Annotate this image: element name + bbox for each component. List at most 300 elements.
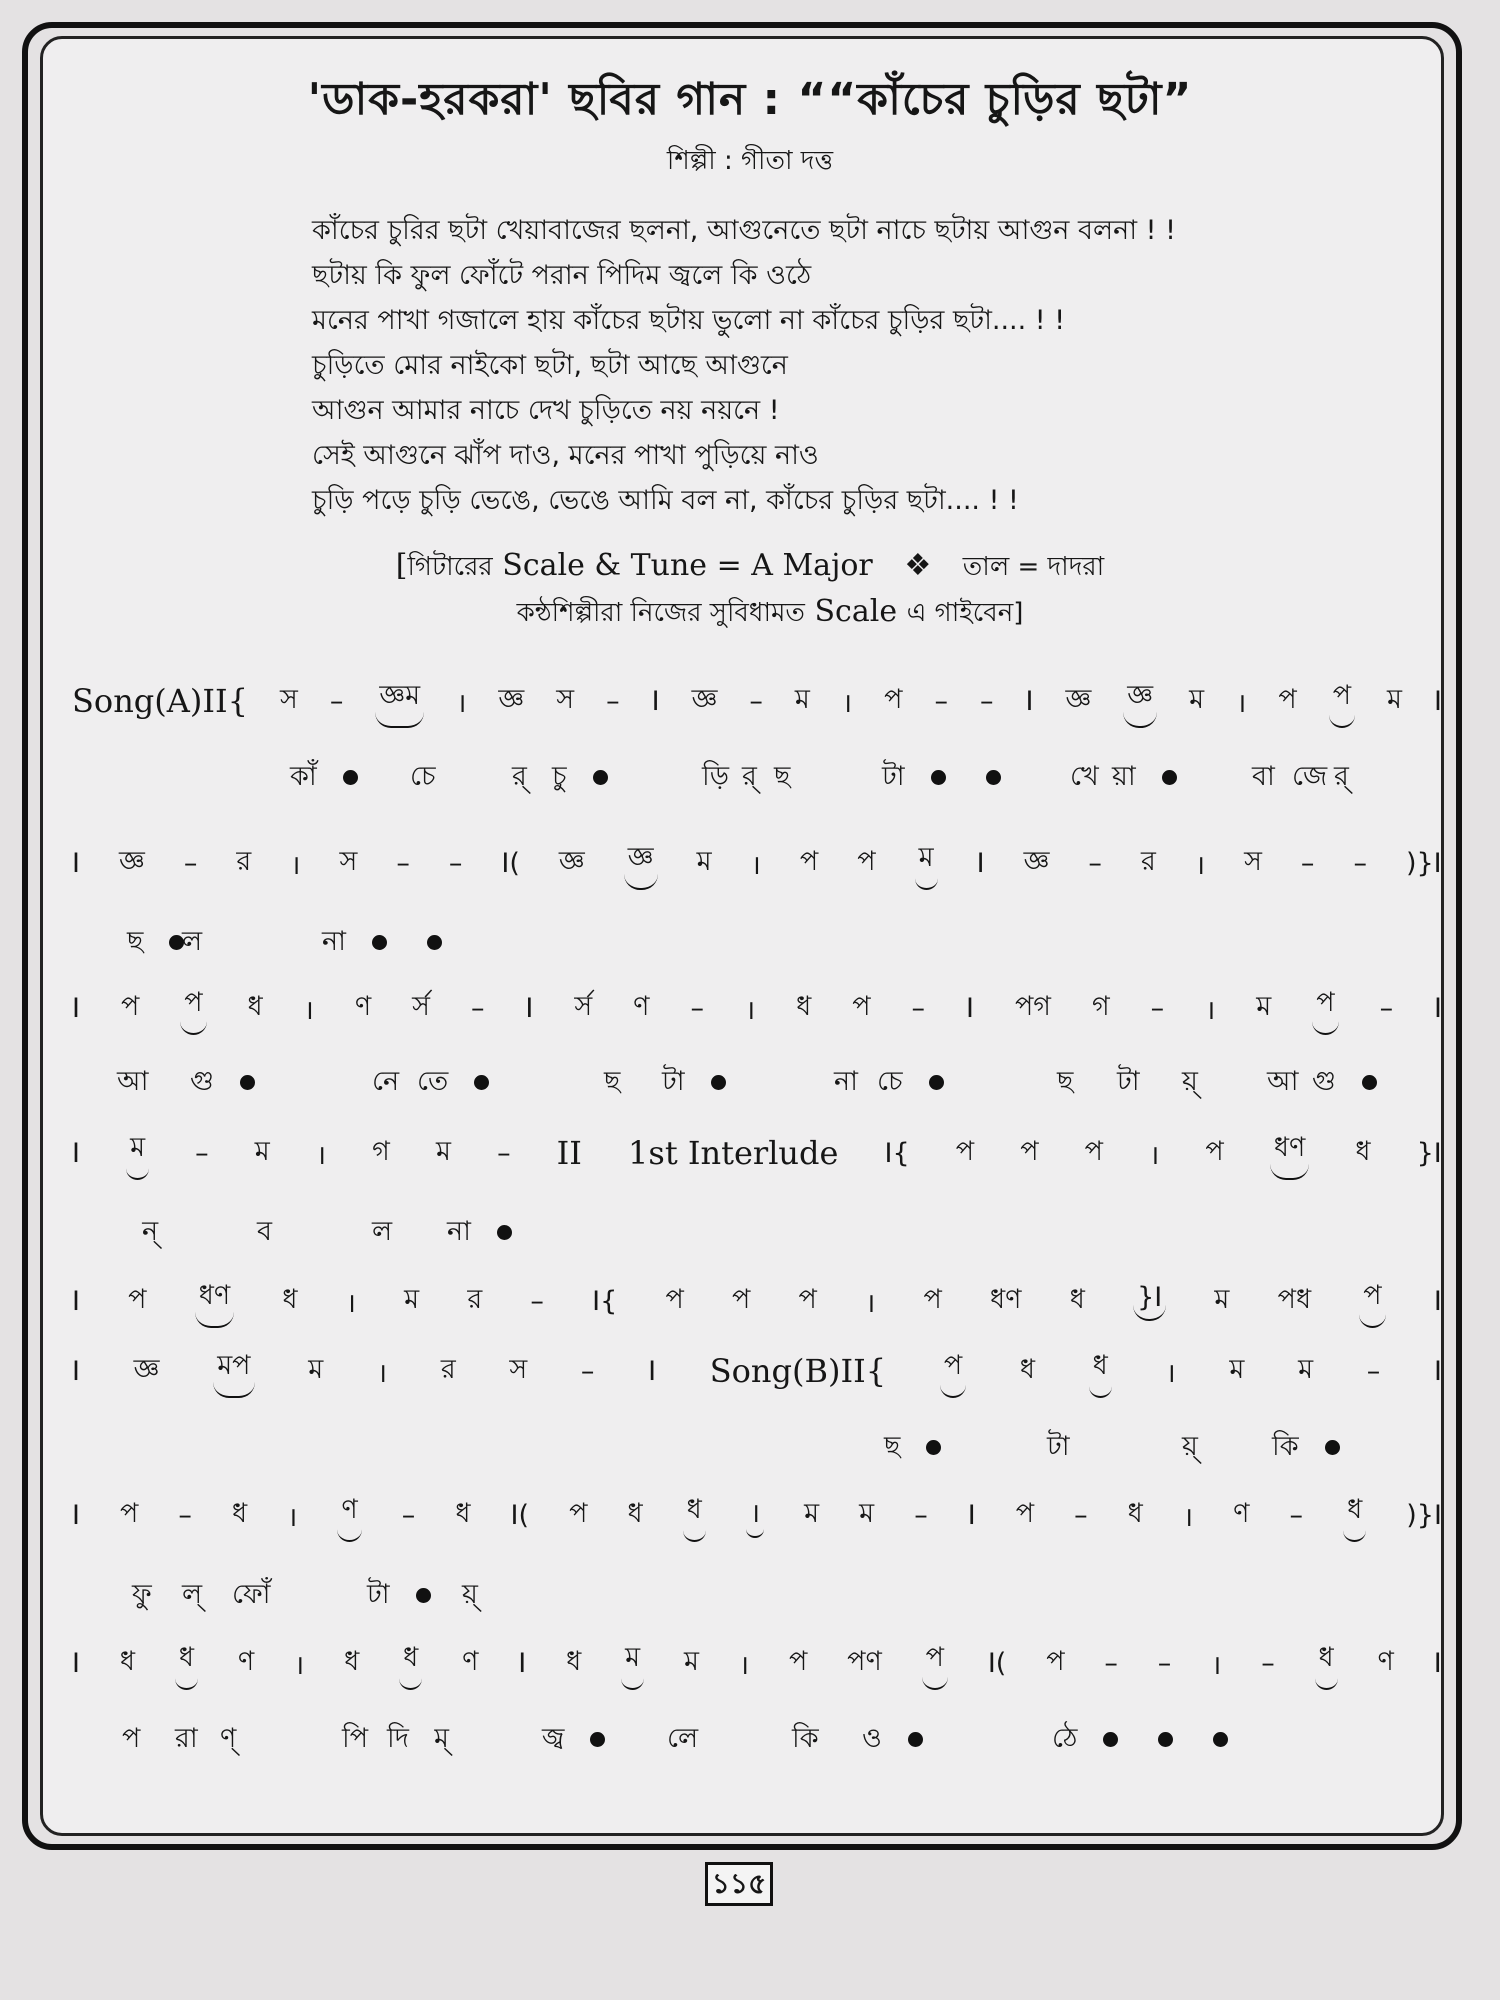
- note-token: ধ: [344, 1645, 360, 1677]
- guitar-label: গিটারের: [407, 552, 493, 582]
- note-token: –: [1157, 1647, 1172, 1679]
- lyrics-block: [312, 208, 1432, 523]
- note-token: ম: [621, 1637, 644, 1690]
- note-token: প: [120, 990, 140, 1022]
- notation-row: [72, 840, 1442, 886]
- note-token: –: [1300, 847, 1315, 879]
- note-token: I: [518, 1647, 527, 1679]
- note-token: পণ: [847, 1645, 882, 1677]
- lyric-syllable: চু: [552, 761, 567, 792]
- lyric-syllable: র্: [1334, 761, 1349, 792]
- lyric-syllable-group: [190, 1061, 261, 1106]
- lyric-syllable-group: [1052, 1718, 1234, 1763]
- note-token: –: [1289, 1499, 1304, 1531]
- note-token: –: [401, 1499, 416, 1531]
- note-token: ণ: [237, 1645, 255, 1677]
- sustain-dot-icon: [908, 1732, 923, 1747]
- note-token: ।: [1182, 1501, 1194, 1533]
- note-token: I: [525, 992, 534, 1024]
- note-token: প: [1046, 1645, 1065, 1677]
- lyric-syllable: ল: [182, 926, 203, 957]
- note-token: –: [329, 685, 344, 717]
- lyric-syllable-group: [1252, 756, 1275, 801]
- note-token: ধ: [1343, 1489, 1366, 1542]
- lyric-syllable: না: [322, 926, 346, 957]
- note-token: I: [72, 992, 80, 1024]
- note-token: I(: [501, 847, 520, 879]
- lyric-syllable-group: [1182, 1426, 1198, 1471]
- lyric-syllable-group: [552, 756, 614, 801]
- note-token: ধ: [1069, 1283, 1085, 1315]
- lyric-syllable-group: [322, 921, 448, 966]
- lyric-syllable: না: [834, 1066, 858, 1097]
- note-token: ম: [1256, 990, 1272, 1022]
- lyric-syllable: তে: [417, 1066, 449, 1097]
- notation-row: [72, 1130, 1442, 1176]
- lyric-syllable: ফু: [132, 1579, 152, 1610]
- note-token: ধ: [1089, 1345, 1112, 1398]
- note-token: প: [128, 1283, 147, 1315]
- sustain-dot-icon: [497, 1225, 512, 1240]
- note-token: ধ: [231, 1497, 248, 1529]
- lyric-syllable-group: [367, 1574, 437, 1619]
- note-token: ম: [794, 683, 810, 715]
- note-token: ম: [308, 1353, 324, 1385]
- artist-credit: শিল্পী : গীতা দত্ত: [666, 146, 834, 176]
- sustain-dot-icon: [343, 770, 358, 785]
- note-token: ম: [404, 1283, 420, 1315]
- note-token: –: [1261, 1647, 1275, 1679]
- lyric-syllable: টা: [1047, 1431, 1070, 1462]
- note-token: –: [911, 992, 926, 1024]
- note-token: ধ: [683, 1489, 706, 1542]
- note-token: ধণ: [195, 1275, 234, 1328]
- note-token: প: [922, 1637, 948, 1690]
- note-token: ধ: [247, 990, 263, 1022]
- lyric-syllable-group: [742, 756, 757, 801]
- lyric-syllable: রা: [175, 1723, 198, 1754]
- lyric-syllable-group: [1117, 1061, 1140, 1106]
- note-token: প: [665, 1283, 684, 1315]
- note-token: ম: [435, 1135, 451, 1167]
- lyric-syllable-group: [882, 756, 1007, 801]
- sustain-dot-icon: [926, 1440, 941, 1455]
- notation-lyric-row: [72, 1205, 1442, 1251]
- note-token: I: [72, 1355, 80, 1387]
- note-token: প: [955, 1135, 975, 1167]
- note-token: I: [1433, 1355, 1442, 1387]
- note-token: –: [448, 847, 463, 879]
- note-token: I: [72, 1285, 80, 1317]
- sustain-dot-icon: [590, 1732, 605, 1747]
- note-token: প: [1312, 982, 1338, 1035]
- lyric-syllable: ব: [257, 1216, 273, 1247]
- note-token: ।: [738, 1649, 750, 1681]
- note-token: জ্ঞম: [375, 675, 424, 728]
- note-token: জ্ঞ: [1023, 845, 1050, 877]
- note-token: ।: [1211, 1649, 1222, 1681]
- lyric-syllable: ফোঁ: [232, 1579, 271, 1610]
- sustain-dot-icon: [372, 935, 387, 950]
- notation-lyric-row: [72, 1420, 1442, 1466]
- lyric-syllable: বা: [1252, 761, 1275, 792]
- note-token: ম: [683, 1645, 699, 1677]
- lyric-syllable-group: [884, 1426, 947, 1471]
- lyric-syllable: ন্: [142, 1216, 159, 1247]
- lyric-syllable: য়্: [1182, 1431, 1198, 1462]
- note-token: প: [1278, 683, 1297, 715]
- lyric-syllable: য়্: [1182, 1066, 1198, 1097]
- note-token: র্স: [574, 990, 593, 1022]
- lyric-syllable: প: [122, 1723, 141, 1754]
- lyric-line: মনের পাখা গজালে হায় কাঁচের ছটায় ভুলো না কাঁচের চুড়ির ছটা.... ! !: [312, 305, 1066, 336]
- note-token: ম: [1229, 1353, 1245, 1385]
- note-token: ।: [1165, 1357, 1176, 1389]
- sustain-dot-icon: [427, 935, 442, 950]
- lyric-syllable-group: [1047, 1426, 1070, 1471]
- note-token: ।: [841, 687, 853, 719]
- note-token: ধ: [119, 1645, 135, 1677]
- section-label: II: [556, 1134, 582, 1172]
- lyric-line: ছটায় কি ফুল ফোঁটে পরান পিদিম জ্বলে কি ওঠে: [312, 260, 812, 291]
- scale-word: Scale: [814, 594, 898, 629]
- sustain-dot-icon: [929, 1075, 944, 1090]
- note-token: জ্ঞ: [498, 683, 525, 715]
- lyric-syllable: আ: [1267, 1066, 1299, 1097]
- lyric-syllable-group: [604, 1061, 620, 1106]
- note-token: –: [914, 1499, 928, 1531]
- sustain-dot-icon: [986, 770, 1001, 785]
- lyric-syllable-group: [417, 1061, 495, 1106]
- note-token: প: [799, 845, 819, 877]
- lyric-syllable: গু: [190, 1066, 214, 1097]
- lyric-syllable: ছ: [774, 761, 791, 792]
- lyric-syllable-group: [122, 1718, 140, 1763]
- note-token: I: [1025, 685, 1034, 717]
- note-token: স: [1244, 845, 1262, 877]
- bracket-open: [: [395, 548, 408, 583]
- note-token: –: [934, 685, 948, 717]
- note-token: –: [178, 1499, 192, 1531]
- sustain-dot-icon: [1162, 770, 1177, 785]
- note-token: মপ: [213, 1345, 254, 1398]
- notation-lyric-row: [72, 1712, 1442, 1758]
- lyric-syllable: কি: [1272, 1431, 1299, 1462]
- lyric-syllable: কি: [792, 1723, 819, 1754]
- note-token: I(: [987, 1647, 1007, 1679]
- lyric-syllable-group: [792, 1718, 819, 1763]
- note-token: জ্ঞ: [118, 845, 145, 877]
- lyric-syllable-group: [667, 1718, 698, 1763]
- note-token: ।: [1149, 1139, 1160, 1171]
- note-token: স: [339, 845, 358, 877]
- note-token: প: [569, 1497, 588, 1529]
- note-token: প: [1359, 1275, 1385, 1328]
- lyric-syllable-group: [257, 1211, 272, 1256]
- notation-lyric-row: [72, 1055, 1442, 1101]
- note-token: I: [72, 1137, 80, 1169]
- note-token: জ্ঞ: [1123, 675, 1157, 728]
- note-token: ।: [315, 1139, 327, 1171]
- diamond-ornament-icon: ❖: [904, 548, 932, 583]
- lyric-syllable-group: [862, 1718, 929, 1763]
- note-token: ।: [287, 1501, 298, 1533]
- lyric-syllable-group: [387, 1718, 409, 1763]
- lyric-syllable-group: [372, 1211, 392, 1256]
- note-token: I: [1433, 1285, 1442, 1317]
- note-token: ম: [804, 1497, 820, 1529]
- note-token: জ্ঞ: [1065, 683, 1092, 715]
- note-token: ম: [1214, 1283, 1230, 1315]
- note-token: প: [120, 1497, 139, 1529]
- note-token: –: [530, 1285, 544, 1317]
- note-token: ।: [1205, 994, 1216, 1026]
- note-token: প: [1015, 1497, 1035, 1529]
- notation-lyric-row: [72, 1568, 1442, 1614]
- note-token: ।: [865, 1287, 876, 1319]
- lyric-syllable: চে: [410, 761, 436, 792]
- note-token: স: [280, 683, 298, 715]
- sustain-dot-icon: [1158, 1732, 1173, 1747]
- note-token: র: [1140, 845, 1156, 877]
- notation-row: [72, 985, 1442, 1031]
- lyric-syllable-group: [702, 756, 729, 801]
- note-token: –: [497, 1137, 511, 1169]
- note-token: ম: [254, 1135, 270, 1167]
- note-token: –: [1379, 992, 1394, 1024]
- section-label: Song(B)II{: [709, 1352, 887, 1390]
- note-token: I: [72, 847, 80, 879]
- sustain-dot-icon: [1213, 1732, 1228, 1747]
- note-token: প: [1020, 1135, 1039, 1167]
- note-token: ধ: [1127, 1497, 1143, 1529]
- lyric-syllable-group: [1292, 756, 1327, 801]
- lyric-syllable: ঠে: [1052, 1723, 1078, 1754]
- note-token: I{: [884, 1137, 910, 1169]
- note-token: প: [923, 1283, 942, 1315]
- sustain-dot-icon: [711, 1075, 726, 1090]
- note-token: স: [509, 1353, 528, 1385]
- lyric-syllable-group: [372, 1061, 399, 1106]
- notation-row: [72, 1348, 1442, 1394]
- lyric-syllable: দি: [387, 1723, 409, 1754]
- note-token: প: [857, 845, 876, 877]
- note-token: I: [1433, 1647, 1442, 1679]
- note-token: ধ: [175, 1637, 198, 1690]
- note-token: গ: [372, 1135, 390, 1167]
- lyric-syllable: র্: [742, 761, 757, 792]
- note-token: –: [1088, 847, 1102, 879]
- note-token: I: [651, 685, 660, 717]
- lyric-syllable: চে: [877, 1066, 903, 1097]
- lyric-syllable-group: [1334, 756, 1349, 801]
- lyric-syllable-group: [232, 1574, 271, 1619]
- sustain-dot-icon: [474, 1075, 489, 1090]
- note-token: ।: [1236, 687, 1247, 719]
- lyric-syllable-group: [662, 1061, 732, 1106]
- note-token: প: [788, 1645, 808, 1677]
- note-token: র: [467, 1283, 483, 1315]
- note-token: প: [1205, 1135, 1224, 1167]
- note-token: ধ: [627, 1497, 643, 1529]
- lyric-syllable: ল্: [182, 1579, 203, 1610]
- note-token: প: [1084, 1135, 1103, 1167]
- lyric-syllable-group: [342, 1718, 368, 1763]
- note-token: –: [606, 685, 620, 717]
- sustain-dot-icon: [1362, 1075, 1377, 1090]
- note-token: –: [690, 992, 704, 1024]
- lyric-syllable: খে: [1070, 761, 1099, 792]
- note-token: I: [966, 992, 974, 1024]
- lyric-syllable: টা: [882, 761, 905, 792]
- lyric-syllable: য়্: [462, 1579, 478, 1610]
- note-token: প: [798, 1283, 817, 1315]
- lyric-syllable: জ্ব: [542, 1723, 565, 1754]
- note-token: পধ: [1277, 1283, 1312, 1315]
- note-token: ণ: [462, 1645, 479, 1677]
- lyric-syllable-group: [512, 756, 527, 801]
- lyric-syllable-group: [1312, 1061, 1383, 1106]
- note-token: প: [180, 982, 206, 1035]
- lyric-syllable-group: [1182, 1061, 1198, 1106]
- note-token: –: [1104, 1647, 1118, 1679]
- note-token: I: [1434, 685, 1442, 717]
- note-token: ম: [126, 1127, 149, 1180]
- note-token: I: [967, 1499, 976, 1531]
- lyric-syllable-group: [447, 1211, 518, 1256]
- note-token: ম: [696, 845, 712, 877]
- note-token: ণ: [1377, 1645, 1394, 1677]
- note-token: –: [580, 1355, 595, 1387]
- song-title: 'ডাক-হরকরা' ছবির গান : ““কাঁচের চুড়ির ছটা”: [307, 74, 1193, 125]
- sustain-dot-icon: [931, 770, 946, 785]
- lyric-syllable: টা: [1117, 1066, 1140, 1097]
- lyric-syllable: য়া: [1112, 761, 1136, 792]
- note-token: জ্ঞ: [558, 845, 585, 877]
- note-token: I: [72, 1647, 80, 1679]
- note-token: –: [183, 847, 198, 879]
- lyric-syllable: ছ: [127, 926, 144, 957]
- note-token: ধ: [1019, 1353, 1035, 1385]
- lyric-syllable: ছ: [884, 1431, 901, 1462]
- notation-lyric-row: [72, 915, 1442, 961]
- lyric-syllable-group: [462, 1574, 478, 1619]
- singer-note: কন্ঠশিল্পীরা নিজের সুবিধামত: [516, 598, 805, 628]
- note-token: }I: [1416, 1137, 1442, 1169]
- note-token: ।: [303, 994, 314, 1026]
- lyric-syllable: ম্: [434, 1723, 449, 1754]
- note-token: –: [979, 685, 994, 717]
- note-token: –: [749, 685, 763, 717]
- lyric-syllable-group: [117, 1061, 149, 1106]
- scale-info-line-2: [0, 592, 1500, 636]
- note-token: I(: [510, 1499, 530, 1531]
- note-token: ধ: [455, 1497, 471, 1529]
- note-token: ম: [859, 1497, 875, 1529]
- note-token: প: [1329, 675, 1355, 728]
- notation-lyric-row: [72, 750, 1442, 796]
- notation-row: [72, 1640, 1442, 1686]
- note-token: )}I: [1406, 1499, 1442, 1531]
- lyric-syllable-group: [175, 1718, 198, 1763]
- sustain-dot-icon: [240, 1075, 255, 1090]
- lyric-syllable-group: [290, 756, 364, 801]
- lyric-syllable-group: [410, 756, 436, 801]
- note-token: –: [470, 992, 485, 1024]
- lyric-syllable-group: [434, 1718, 449, 1763]
- note-token: ।: [746, 1493, 764, 1538]
- note-token: ধ: [1315, 1637, 1338, 1690]
- note-token: –: [1074, 1499, 1088, 1531]
- scale-tune: Scale & Tune = A Major: [502, 548, 873, 583]
- lyric-syllable-group: [1267, 1061, 1299, 1106]
- note-token: জ্ঞ: [691, 683, 718, 715]
- note-token: প: [852, 990, 871, 1022]
- note-token: র: [236, 845, 252, 877]
- lyric-line: সেই আগুনে ঝাঁপ দাও, মনের পাখা পুড়িয়ে নাও: [312, 440, 819, 471]
- lyric-syllable: ছ: [604, 1066, 621, 1097]
- note-token: –: [195, 1137, 209, 1169]
- lyric-syllable-group: [132, 1574, 152, 1619]
- note-token: ধ: [399, 1637, 422, 1690]
- note-token: ।: [345, 1287, 356, 1319]
- note-token: ।: [290, 849, 301, 881]
- lyric-line: চুড়ি পড়ে চুড়ি ভেঙে, ভেঙে আমি বল না, কাঁচের চুড়ির ছটা.... ! !: [312, 485, 1019, 516]
- note-token: প: [884, 683, 903, 715]
- note-token: I: [1434, 992, 1442, 1024]
- note-token: স: [556, 683, 575, 715]
- lyric-syllable-group: [542, 1718, 611, 1763]
- lyric-syllable-group: [1070, 756, 1099, 801]
- lyric-line: আগুন আমার নাচে দেখ চুড়িতে নয় নয়নে !: [312, 395, 780, 426]
- note-token: ।: [1194, 849, 1206, 881]
- scale-info-line-1: [0, 546, 1500, 590]
- note-token: ।: [750, 849, 761, 881]
- lyric-syllable: ড়ি: [702, 761, 729, 792]
- note-token: ধণ: [1270, 1127, 1309, 1180]
- note-token: }I: [1133, 1282, 1166, 1321]
- lyric-syllable: কাঁ: [290, 761, 317, 792]
- lyric-syllable: টা: [367, 1579, 390, 1610]
- lyric-syllable-group: [1272, 1426, 1346, 1471]
- lyric-syllable: নে: [372, 1066, 400, 1097]
- note-token: ম: [1298, 1353, 1314, 1385]
- note-token: ণ: [1233, 1497, 1250, 1529]
- note-token: ।: [294, 1649, 305, 1681]
- lyric-syllable-group: [220, 1718, 236, 1763]
- lyric-line: চুড়িতে মোর নাইকো ছটা, ছটা আছে আগুনে: [312, 350, 788, 381]
- note-token: ম: [1189, 683, 1205, 715]
- note-token: I{: [592, 1285, 618, 1317]
- note-token: I: [648, 1355, 657, 1387]
- note-token: )}I: [1405, 847, 1442, 879]
- lyric-syllable: পি: [342, 1723, 369, 1754]
- lyric-syllable: জে: [1292, 761, 1328, 792]
- sustain-dot-icon: [416, 1588, 431, 1603]
- lyric-syllable-group: [877, 1061, 950, 1106]
- note-token: ণ: [354, 990, 372, 1022]
- lyric-syllable: ছ: [1057, 1066, 1074, 1097]
- lyric-syllable-group: [142, 1211, 158, 1256]
- lyric-syllable: লে: [667, 1723, 699, 1754]
- section-label: 1st Interlude: [628, 1134, 839, 1172]
- lyric-syllable-group: [127, 921, 190, 966]
- notation-row: [72, 678, 1442, 724]
- lyric-syllable: না: [447, 1216, 471, 1247]
- lyric-syllable: ল: [372, 1216, 393, 1247]
- lyric-syllable: র্: [512, 761, 527, 792]
- lyric-syllable-group: [834, 1061, 858, 1106]
